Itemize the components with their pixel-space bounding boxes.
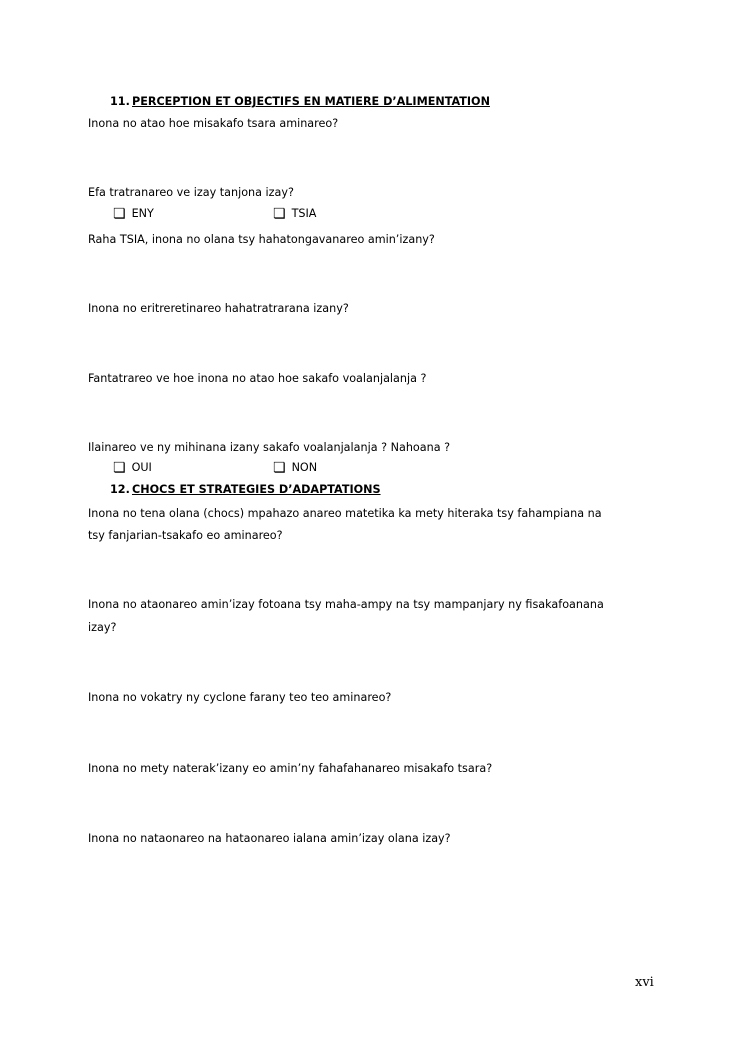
question-text: Inona no tena olana (chocs) mpahazo anareo matetika ka mety hiteraka tsy fahampiana na (88, 507, 602, 520)
question-text-continued: tsy fanjarian-tsakafo eo aminareo? (88, 529, 283, 542)
question-text: Raha TSIA, inona no olana tsy hahatongavanareo amin’izany? (88, 233, 435, 246)
option-label: NON (291, 461, 318, 474)
section-heading-12 (110, 483, 381, 497)
question-text: Inona no eritreretinareo hahatratrarana izany? (88, 302, 349, 315)
question-text: Inona no vokatry ny cyclone farany teo teo aminareo? (88, 691, 392, 704)
option-tsia[interactable] (273, 207, 316, 221)
option-label: TSIA (291, 207, 317, 220)
question-text: Inona no mety naterak’izany eo amin’ny fahafahanareo misakafo tsara? (88, 762, 493, 775)
question-text: Inona no nataonareo na hataonareo ialana amin’izay olana izay? (88, 832, 451, 845)
section-heading-11 (110, 95, 490, 109)
option-oui[interactable] (113, 461, 152, 475)
checkbox-icon[interactable]: ❏ (113, 460, 126, 476)
question-text-continued: izay? (88, 621, 117, 634)
checkbox-icon[interactable]: ❏ (273, 206, 286, 222)
option-label: ENY (131, 207, 154, 220)
question-text: Inona no atao hoe misakafo tsara aminareo? (88, 117, 339, 130)
checkbox-icon[interactable]: ❏ (113, 206, 126, 222)
question-text: Efa tratranareo ve izay tanjona izay? (88, 186, 294, 199)
option-eny[interactable] (113, 207, 154, 221)
page-number: xvi (635, 975, 654, 990)
section-number: 11. (110, 95, 130, 108)
section-number: 12. (110, 483, 130, 496)
option-non[interactable] (273, 461, 317, 475)
section-title: CHOCS ET STRATEGIES D’ADAPTATIONS (132, 483, 381, 496)
question-text: Ilainareo ve ny mihinana izany sakafo voalanjalanja ? Nahoana ? (88, 441, 451, 454)
checkbox-icon[interactable]: ❏ (273, 460, 286, 476)
question-text: Inona no ataonareo amin’izay fotoana tsy maha-ampy na tsy mampanjary ny fisakafoanana (88, 598, 604, 611)
section-title: PERCEPTION ET OBJECTIFS EN MATIERE D’ALIMENTATION (132, 95, 490, 108)
option-label: OUI (131, 461, 152, 474)
question-text: Fantatrareo ve hoe inona no atao hoe sakafo voalanjalanja ? (88, 372, 427, 385)
